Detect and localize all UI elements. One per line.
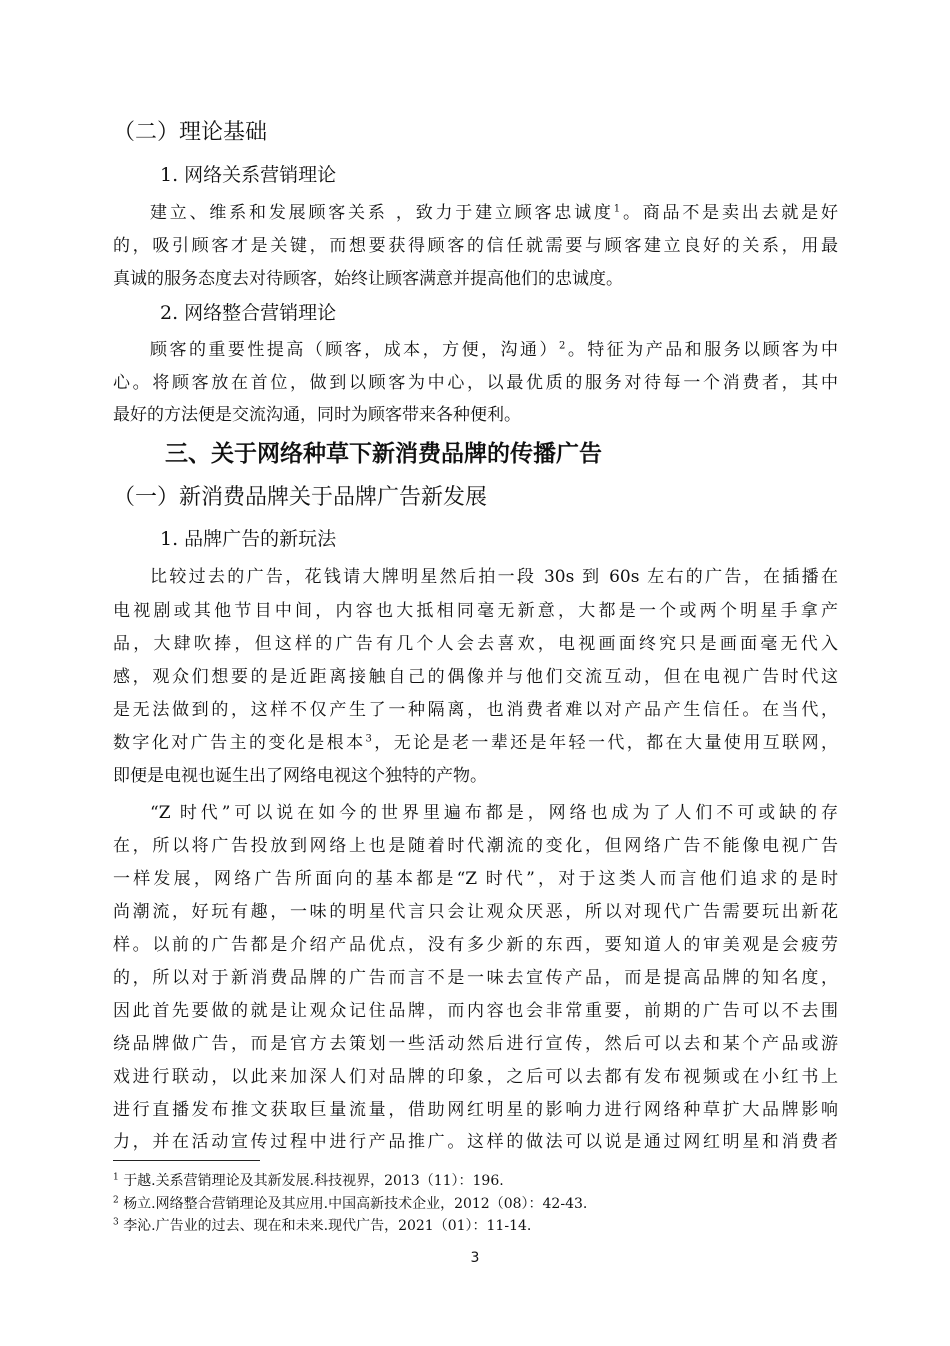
paragraph-line: 绕品牌做广告，而是官方去策划一些活动然后进行宣传，然后可以去和某个产品或游 (113, 1034, 838, 1054)
paragraph-line: 样。以前的广告都是介绍产品优点，没有多少新的东西，要知道人的审美观是会疲劳 (113, 935, 838, 955)
paragraph-line: 力，并在活动宣传过程中进行产品推广。这样的做法可以说是通过网红明星和消费者 (113, 1132, 838, 1152)
section-heading-brand-ads: （一）新消费品牌关于品牌广告新发展 (113, 485, 488, 510)
footnote-3: $^3$ 李沁.广告业的过去、现在和未来.现代广告，2021（01）：11-14. (113, 1217, 532, 1234)
paragraph-line: 建立、维系和发展顾客关系 ，致力于建立顾客忠诚度$^1$。商品不是卖出去就是好 (150, 203, 839, 223)
section-heading-theory: （二）理论基础 (113, 120, 268, 145)
page-number: 3 (470, 1250, 480, 1266)
paragraph-line: 是无法做到的，这样不仅产生了一种隔离，也消费者难以对产品产生信任。在当代， (113, 700, 838, 720)
paragraph-line: 最好的方法便是交流沟通，同时为顾客带来各种便利。 (113, 405, 521, 425)
footnote-ref: 1 (613, 203, 621, 215)
paragraph-line: 的，吸引顾客才是关键，而想要获得顾客的信任就需要与顾客建立良好的关系，用最 (113, 236, 838, 256)
paragraph-line: 尚潮流，好玩有趣，一味的明星代言只会让观众厌恶，所以对现代广告需要玩出新花 (113, 902, 838, 922)
footnote-separator (113, 1160, 260, 1161)
paragraph-line: 心。将顾客放在首位，做到以顾客为中心，以最优质的服务对待每一个消费者，其中 (113, 373, 838, 393)
paragraph-line: 顾客的重要性提高（顾客，成本，方便，沟通）$^2$。特征为产品和服务以顾客为中 (150, 340, 839, 360)
subheading-new-ad-play: 1. 品牌广告的新玩法 (160, 528, 337, 550)
paragraph-line: 戏进行联动，以此来加深人们对品牌的印象，之后可以去都有发布视频或在小红书上 (113, 1067, 838, 1087)
paragraph-line: 真诚的服务态度去对待顾客，始终让顾客满意并提高他们的忠诚度。 (113, 269, 623, 289)
footnote-ref: 3 (365, 733, 372, 745)
paragraph-line: 在，所以将广告投放到网络上也是随着时代潮流的变化，但网络广告不能像电视广告 (113, 836, 838, 856)
paragraph-line: 品，大肆吹捧，但这样的广告有几个人会去喜欢，电视画面终究只是画面毫无代入 (113, 634, 838, 654)
chapter-heading: 三、关于网络种草下新消费品牌的传播广告 (165, 441, 602, 467)
paragraph-line: 即便是电视也诞生出了网络电视这个独特的产物。 (113, 766, 487, 786)
subheading-integrated-marketing: 2. 网络整合营销理论 (160, 302, 337, 324)
paragraph-line: “Z 时代”可以说在如今的世界里遍布都是，网络也成为了人们不可或缺的存 (150, 803, 838, 823)
paragraph-line: 比较过去的广告，花钱请大牌明星然后拍一段 30s 到 60s 左右的广告，在插播在 (150, 567, 838, 587)
footnote-1: $^1$ 于越.关系营销理论及其新发展.科技视界，2013（11）：196. (113, 1172, 504, 1189)
subheading-relationship-marketing: 1. 网络关系营销理论 (160, 164, 337, 186)
footnote-ref: 2 (558, 340, 566, 352)
paragraph-line: 进行直播发布推文获取巨量流量，借助网红明星的影响力进行网络种草扩大品牌影响 (113, 1100, 838, 1120)
paragraph-line: 数字化对广告主的变化是根本$^3$，无论是老一辈还是年轻一代，都在大量使用互联网， (113, 733, 839, 753)
paragraph-line: 的，所以对于新消费品牌的广告而言不是一味去宣传产品，而是提高品牌的知名度， (113, 968, 838, 988)
paragraph-line: 一样发展，网络广告所面向的基本都是“Z 时代”，对于这类人而言他们追求的是时 (113, 869, 838, 889)
paragraph-line: 感，观众们想要的是近距离接触自己的偶像并与他们交流互动，但在电视广告时代这 (113, 667, 838, 687)
paragraph-line: 电视剧或其他节目中间，内容也大抵相同毫无新意，大都是一个或两个明星手拿产 (113, 601, 838, 621)
paragraph-line: 因此首先要做的就是让观众记住品牌，而内容也会非常重要，前期的广告可以不去围 (113, 1001, 838, 1021)
footnote-2: $^2$ 杨立.网络整合营销理论及其应用.中国高新技术企业，2012（08）：42-43. (113, 1195, 588, 1212)
